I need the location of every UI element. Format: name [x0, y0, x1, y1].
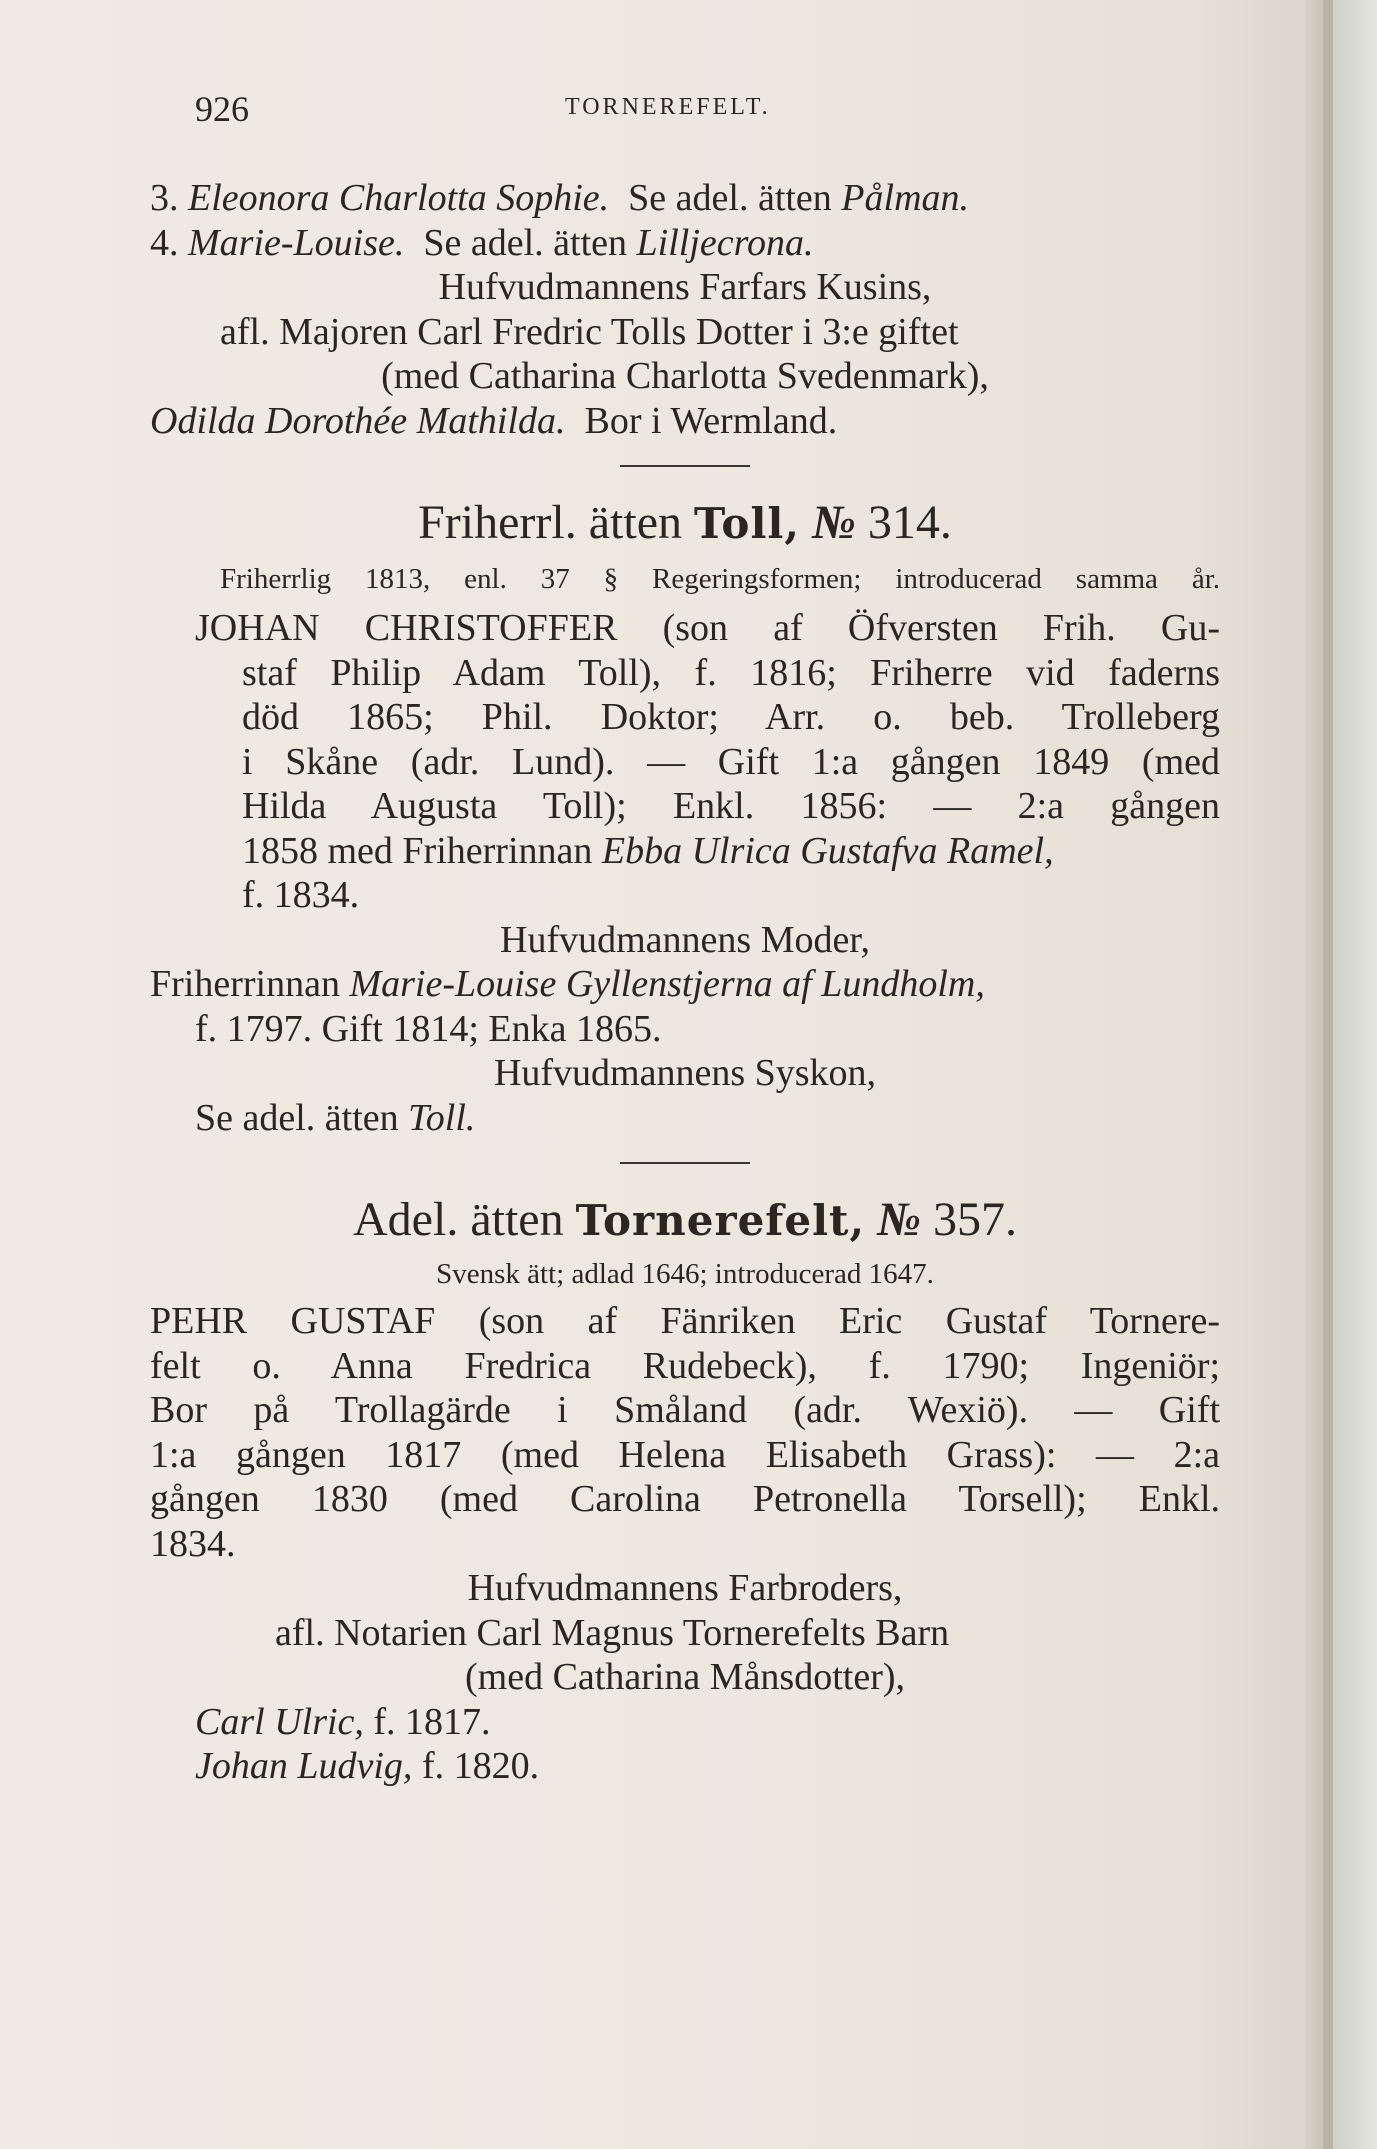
- subheading: Hufvudmannens Moder,: [500, 918, 870, 961]
- text-line: staf Philip Adam Toll), f. 1816; Friherre vid faderns: [242, 651, 1220, 694]
- text-line: afl. Notarien Carl Magnus Tornerefelts Barn: [275, 1611, 950, 1654]
- text-line: (med Catharina Månsdotter),: [464, 1656, 906, 1698]
- text-line: felt o. Anna Fredrica Rudebeck), f. 1790; Ingeniör;: [150, 1344, 1220, 1387]
- page-body: [150, 176, 1220, 1789]
- text-line: f. 1797. Gift 1814; Enka 1865.: [195, 1007, 662, 1050]
- text-line: Friherrinnan Marie-Louise Gyllenstjerna af Lundholm,: [150, 963, 985, 1005]
- family-intro: Friherrlig 1813, enl. 37 § Regeringsformen; introducerad samma år.: [220, 563, 1220, 595]
- text-line: Hilda Augusta Toll); Enkl. 1856: — 2:a gången: [242, 785, 1220, 827]
- page-number: 926: [195, 89, 249, 129]
- section-heading-tornerefelt: Adel. ätten Tornerefelt, № 357.: [353, 1193, 1017, 1246]
- text-line: PEHR GUSTAF (son af Fänriken Eric Gustaf Tornere-: [150, 1300, 1220, 1342]
- next-page-edge: [1333, 0, 1377, 2149]
- section-divider: [620, 465, 750, 467]
- text-line: JOHAN CHRISTOFFER (son af Öfversten Frih. Gu-: [195, 607, 1220, 649]
- text-line: f. 1834.: [242, 874, 360, 916]
- text-line: i Skåne (adr. Lund). — Gift 1:a gången 1849 (med: [242, 740, 1220, 783]
- text-line: Carl Ulric, f. 1817.: [195, 1700, 491, 1743]
- entry-line: 3. Eleonora Charlotta Sophie. Se adel. ätten Pålman.: [150, 177, 970, 219]
- text-line: afl. Majoren Carl Fredric Tolls Dotter i 3:e giftet: [220, 310, 959, 353]
- subheading: Hufvudmannens Farfars Kusins,: [438, 266, 932, 308]
- subheading: Hufvudmannens Syskon,: [493, 1052, 877, 1094]
- text-line: 1:a gången 1817 (med Helena Elisabeth Grass): — 2:a: [150, 1433, 1220, 1476]
- text-line: Johan Ludvig, f. 1820.: [195, 1745, 540, 1787]
- page-gutter: [1323, 0, 1333, 2149]
- text-line: Se adel. ätten Toll.: [195, 1096, 476, 1139]
- text-line: död 1865; Phil. Doktor; Arr. o. beb. Trolleberg: [242, 696, 1220, 738]
- family-intro: Svensk ätt; adlad 1646; introducerad 1647.: [436, 1258, 934, 1290]
- entry-line: 4. Marie-Louise. Se adel. ätten Lilljecrona.: [150, 221, 814, 264]
- text-line: Bor på Trollagärde i Småland (adr. Wexiö). — Gift: [150, 1389, 1220, 1431]
- text-line: 1834.: [150, 1522, 236, 1565]
- subheading: Hufvudmannens Farbroders,: [467, 1567, 903, 1609]
- text-line: gången 1830 (med Carolina Petronella Torsell); Enkl.: [150, 1478, 1220, 1520]
- paragraph: [150, 1299, 1220, 1566]
- text-line: 1858 med Friherrinnan Ebba Ulrica Gustafva Ramel,: [242, 829, 1054, 872]
- running-title: TORNEREFELT.: [565, 94, 771, 120]
- paragraph: [150, 606, 1220, 918]
- section-divider: [620, 1162, 750, 1164]
- entry-line: Odilda Dorothée Mathilda. Bor i Wermland.: [150, 399, 838, 442]
- section-heading-toll: Friherrl. ätten Toll, № 314.: [418, 496, 952, 549]
- page-edge: [1305, 0, 1323, 2149]
- text-line: (med Catharina Charlotta Svedenmark),: [381, 355, 989, 397]
